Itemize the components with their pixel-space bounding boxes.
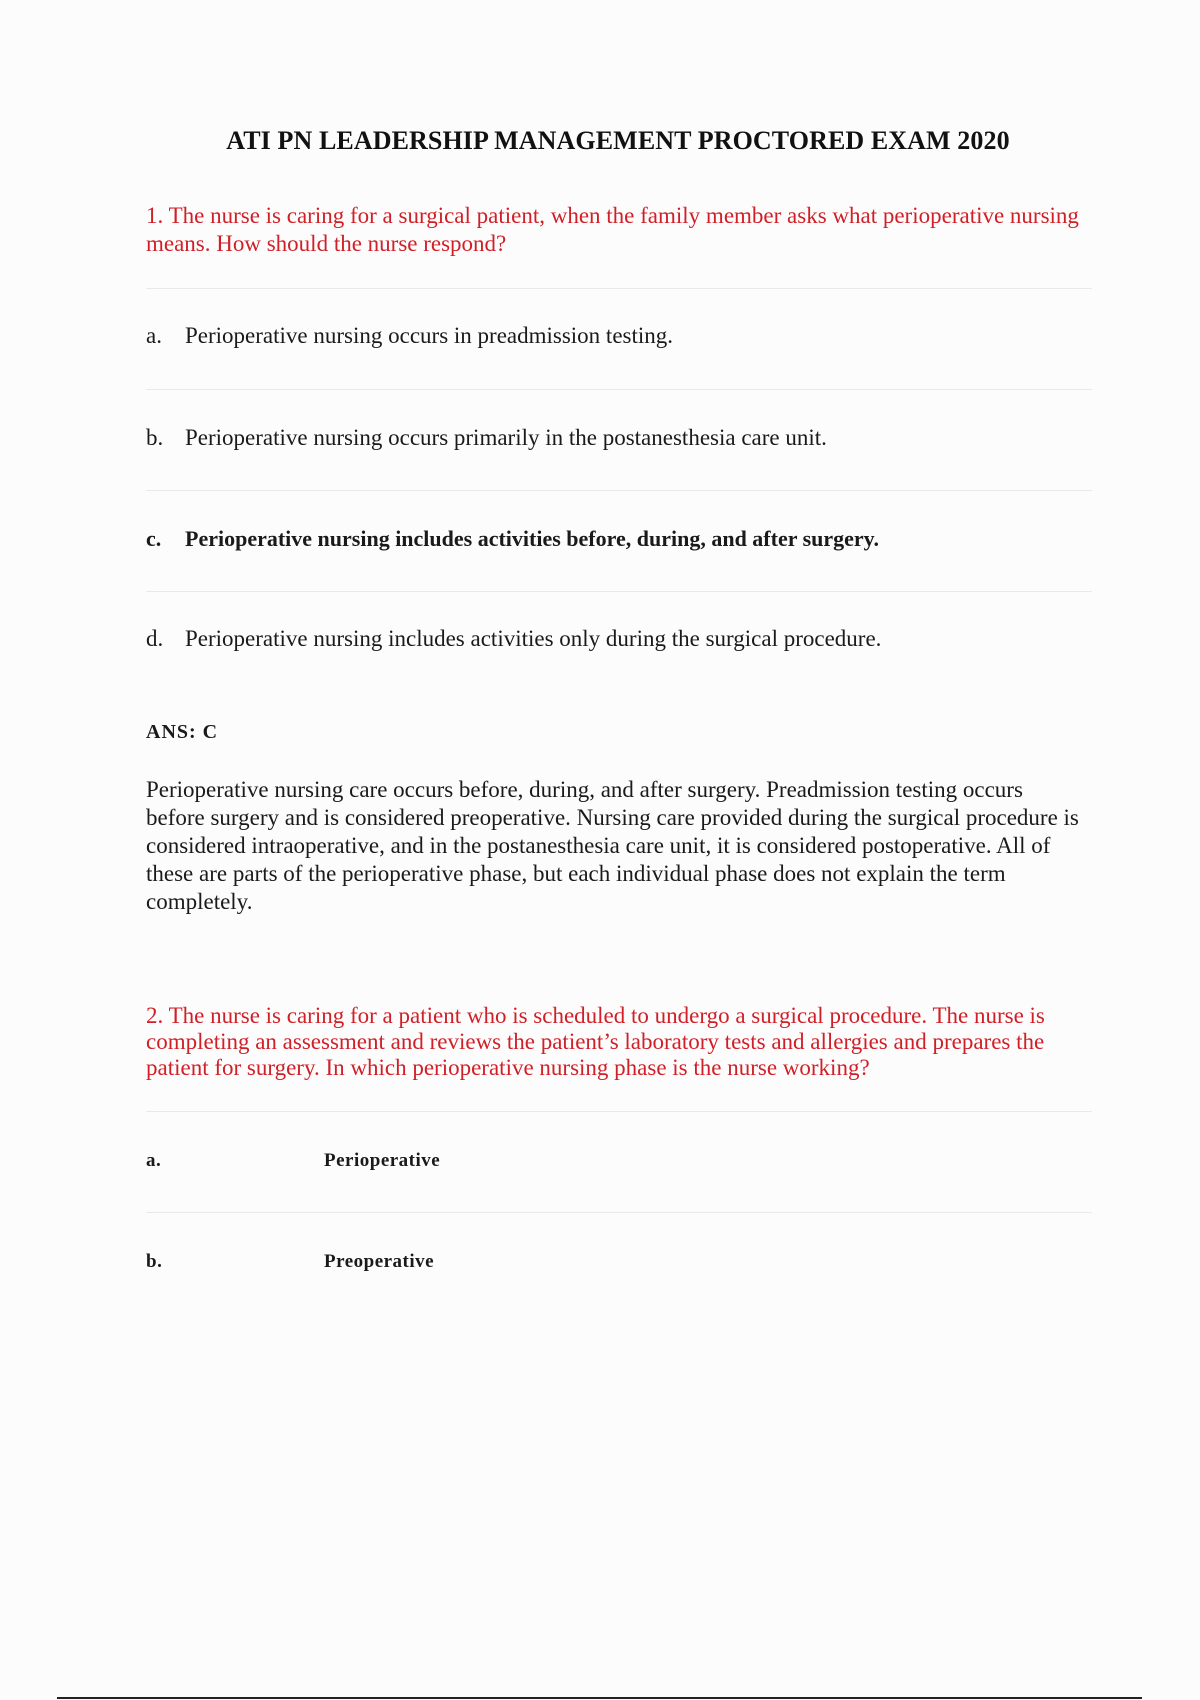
divider — [146, 490, 1092, 491]
option-letter: c. — [146, 526, 162, 551]
question-1-option-b — [146, 424, 827, 452]
divider — [146, 1111, 1092, 1112]
option-letter: a. — [146, 1150, 162, 1171]
question-2-option-a — [146, 1147, 440, 1175]
option-letter: b. — [146, 1251, 163, 1272]
answer-key: ANS: C — [146, 721, 219, 743]
option-letter: b. — [146, 425, 164, 450]
divider — [146, 1212, 1092, 1213]
question-2-option-b — [146, 1248, 434, 1276]
option-letter: a. — [146, 323, 162, 348]
question-1-option-a — [146, 322, 673, 350]
option-text: Preoperative — [324, 1251, 435, 1272]
option-text: Perioperative nursing occurs primarily in the postanesthesia care unit. — [185, 425, 827, 450]
option-text: Perioperative nursing occurs in preadmission testing. — [185, 323, 674, 348]
divider — [146, 288, 1092, 289]
option-text: Perioperative nursing includes activities before, during, and after surgery. — [185, 526, 879, 551]
question-1-option-d — [146, 625, 881, 653]
page-bottom-rule — [57, 1697, 1142, 1699]
option-text: Perioperative nursing includes activities only during the surgical procedure. — [185, 626, 882, 651]
question-2-prompt: 2. The nurse is caring for a patient who is scheduled to undergo a surgical procedure. The nurse is completing an assessment and reviews the patient’s laboratory tests and allergies and prepares the patient for surgery. In which perioperative nursing phase is the nurse working? — [146, 1003, 1045, 1080]
divider — [146, 591, 1092, 592]
document-title: ATI PN LEADERSHIP MANAGEMENT PROCTORED EXAM 2020 — [226, 126, 1010, 155]
option-letter: d. — [146, 626, 164, 651]
question-1-prompt: 1. The nurse is caring for a surgical patient, when the family member asks what perioperative nursing means. How should the nurse respond? — [146, 203, 1079, 256]
option-text: Perioperative — [324, 1150, 441, 1171]
divider — [146, 389, 1092, 390]
answer-rationale: Perioperative nursing care occurs before, during, and after surgery. Preadmission testing occurs before surgery and is considered preoperative. Nursing care provided during the surgical procedure is considered intraoperative, and in the postanesthesia care unit, it is considered postoperative. All of these are parts of the perioperative phase, but each individual phase does not explain the term completely. — [146, 777, 1079, 914]
question-1-option-c-correct — [146, 525, 879, 553]
